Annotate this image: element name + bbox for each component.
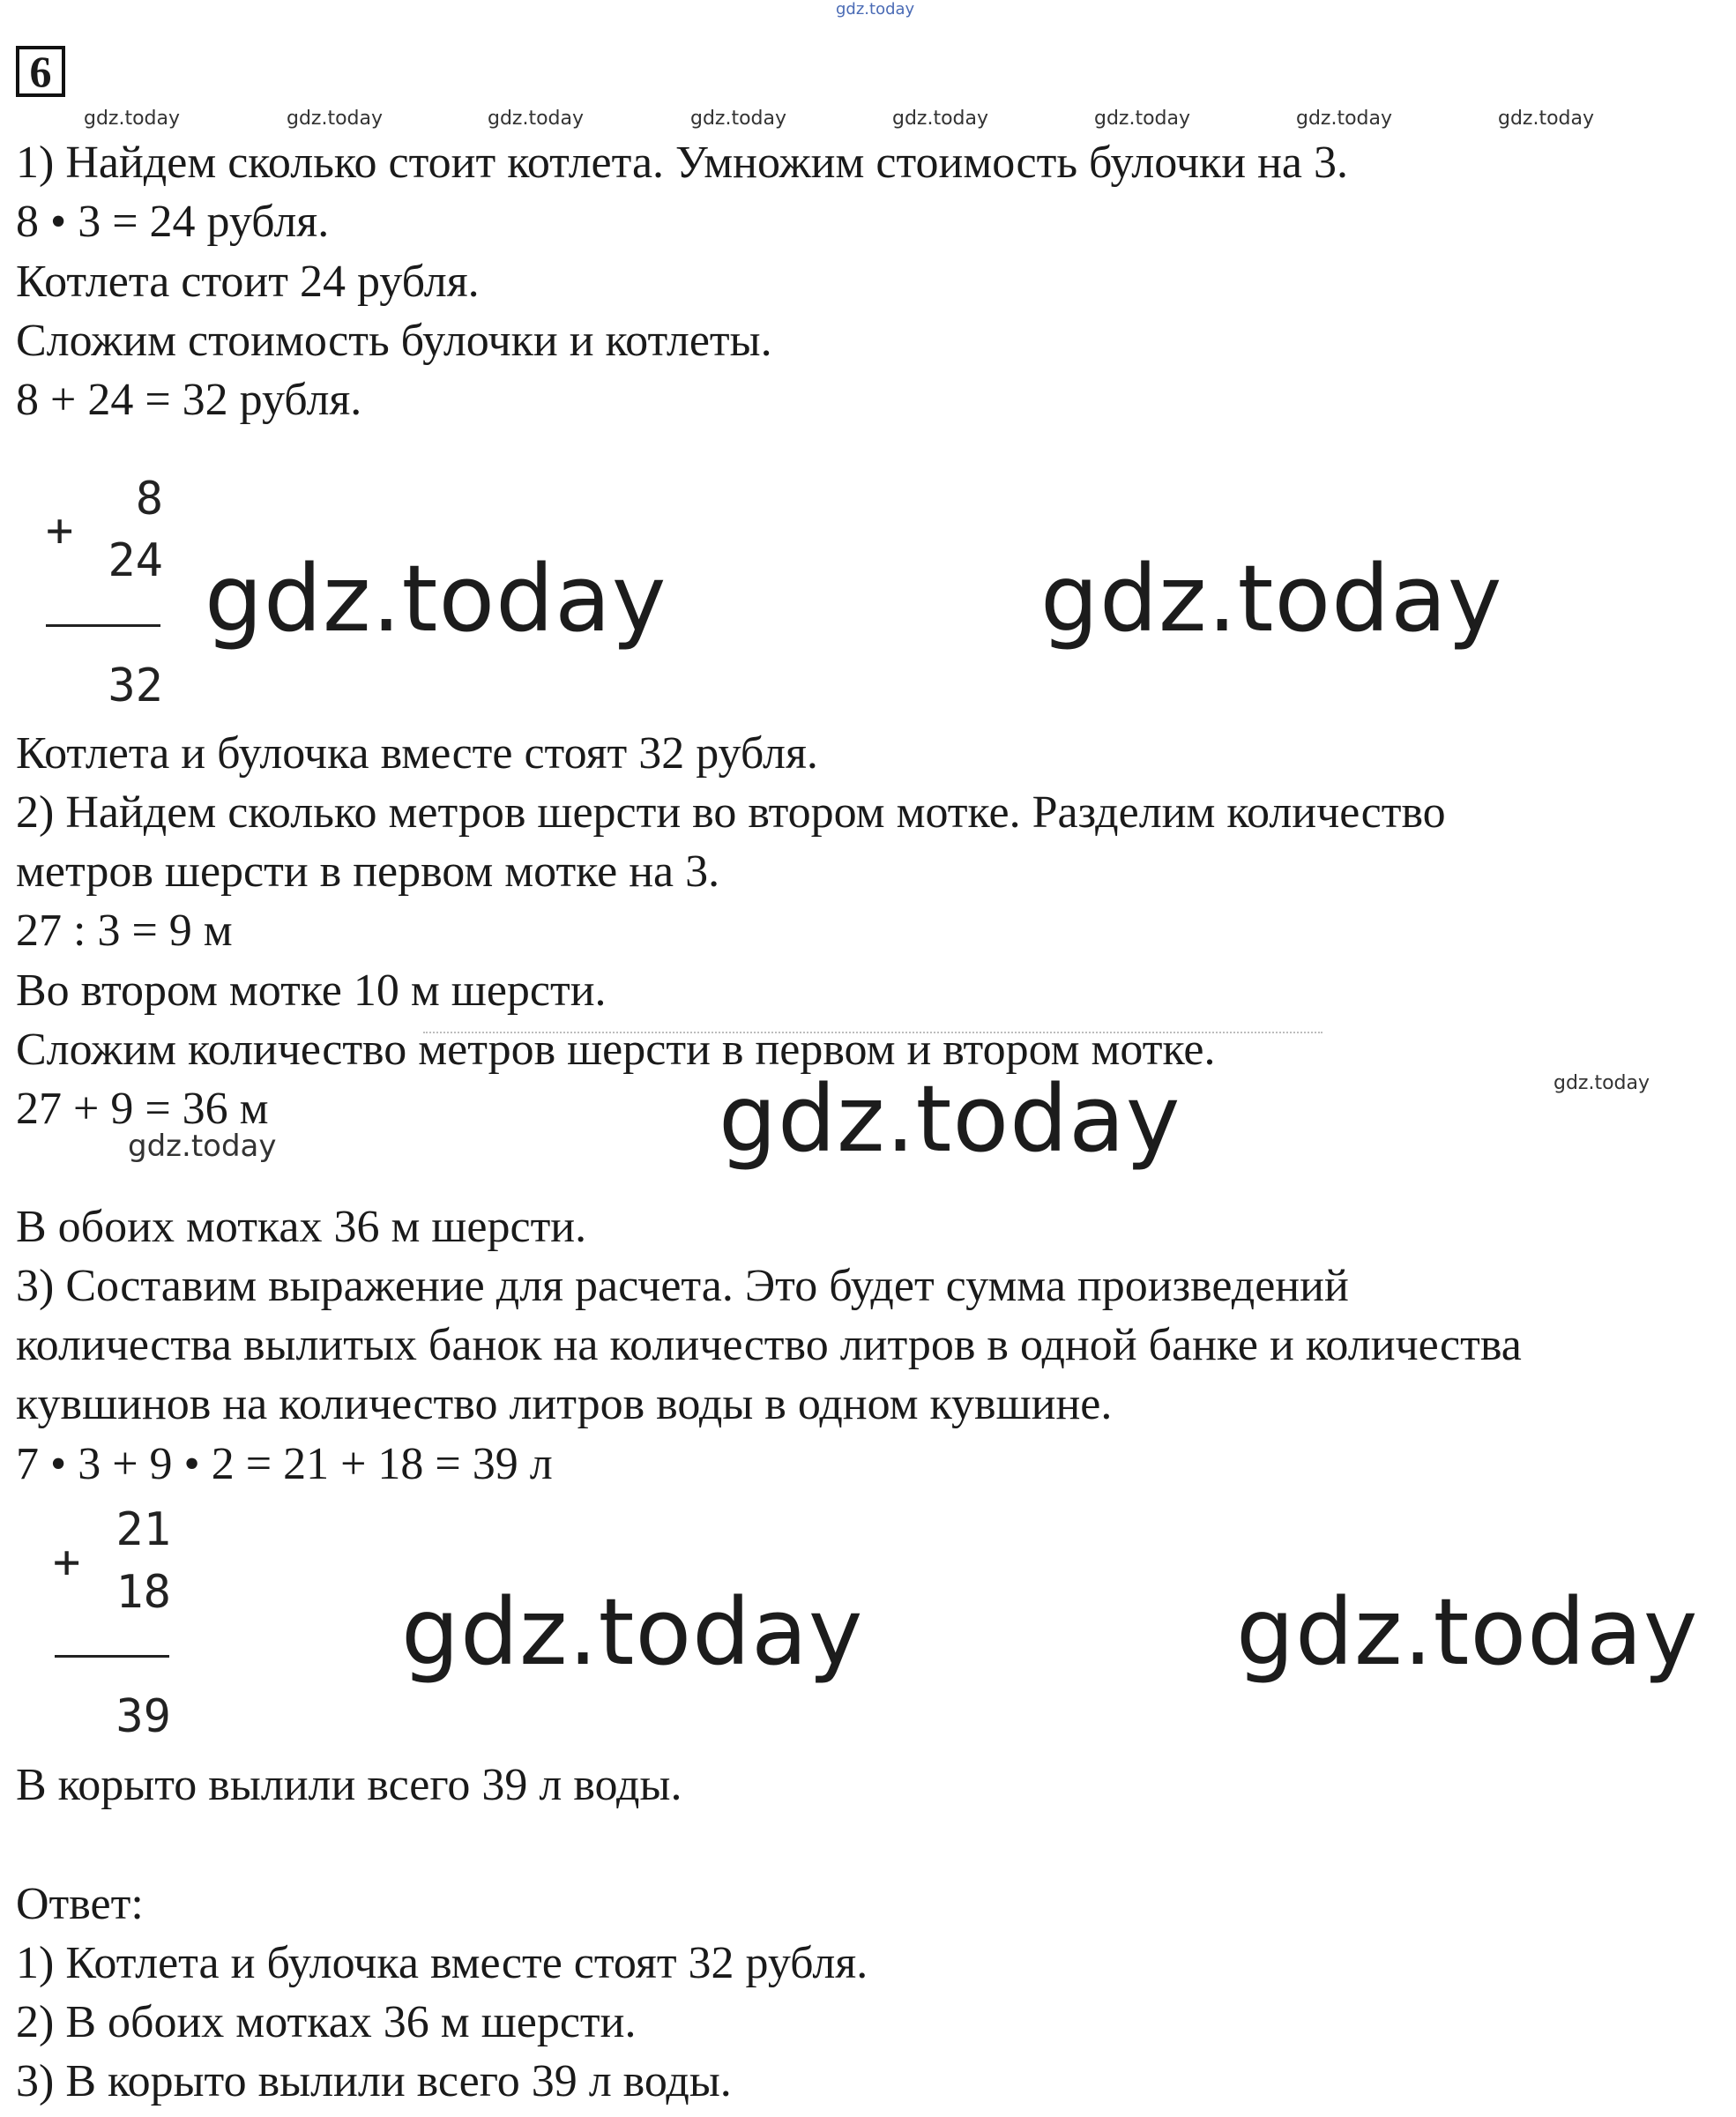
text-line: 2) Найдем сколько метров шерсти во втором мотке. Разделим количество [16,787,1446,838]
text-line: В обоих мотках 36 м шерсти. [16,1202,587,1252]
watermark-big: gdz.today [719,1065,1181,1173]
text-line: Котлета и булочка вместе стоят 32 рубля. [16,728,818,779]
text-line: 27 + 9 = 36 м [16,1084,269,1134]
watermark-small: gdz.today [287,108,384,130]
addend-1: 8 [135,473,163,526]
text-line: 27 : 3 = 9 м [16,906,233,956]
watermark-small: gdz.today [488,108,585,130]
text-line: 7 • 3 + 9 • 2 = 21 + 18 = 39 л [16,1439,553,1489]
problem-number: 6 [16,46,65,97]
answer-heading: Ответ: [16,1879,144,1929]
text-line: 1) Найдем сколько стоит котлета. Умножим стоимость булочки на 3. [16,138,1348,188]
watermark-medium: gdz.today [128,1129,277,1164]
watermark-small: gdz.today [1498,108,1595,130]
text-line: 3) Составим выражение для расчета. Это будет сумма произведений [16,1261,1349,1311]
sum-result: 39 [115,1690,171,1743]
addend-2: 18 [115,1566,171,1619]
top-watermark: gdz.today [836,0,915,19]
watermark-big: gdz.today [401,1578,864,1686]
text-line: кувшинов на количество литров воды в одном кувшине. [16,1379,1113,1429]
answer-line: 1) Котлета и булочка вместе стоят 32 рубля. [16,1938,868,1988]
watermark-small: gdz.today [892,108,989,130]
text-line: 8 + 24 = 32 рубля. [16,375,362,425]
answer-line: 2) В обоих мотках 36 м шерсти. [16,1997,637,2047]
answer-line: 3) В корыто вылили всего 39 л воды. [16,2056,732,2106]
watermark-big: gdz.today [1040,545,1503,652]
watermark-small: gdz.today [84,108,181,130]
text-line: Сложим стоимость булочки и котлеты. [16,316,772,366]
sum-line [46,624,160,627]
text-line: В корыто вылили всего 39 л воды. [16,1760,682,1810]
watermark-big: gdz.today [1236,1578,1699,1686]
text-line: Сложим количество метров шерсти в первом и втором мотке. [16,1025,1216,1075]
text-line: Во втором мотке 10 м шерсти. [16,965,607,1016]
watermark-small: gdz.today [690,108,787,130]
text-line: метров шерсти в первом мотке на 3. [16,846,720,897]
addend-2: 24 [108,534,163,587]
sum-line [55,1655,169,1658]
text-line: количества вылитых банок на количество литров в одной банке и количества [16,1320,1522,1370]
watermark-small: gdz.today [1296,108,1393,130]
plus-sign: + [46,504,74,557]
watermark-big: gdz.today [205,545,667,652]
addend-1: 21 [115,1503,171,1556]
sum-result: 32 [108,660,163,712]
text-line: Котлета стоит 24 рубля. [16,257,480,307]
plus-sign: + [53,1536,81,1589]
watermark-small: gdz.today [1553,1072,1650,1094]
watermark-small: gdz.today [1094,108,1191,130]
text-line: 8 • 3 = 24 рубля. [16,197,330,247]
